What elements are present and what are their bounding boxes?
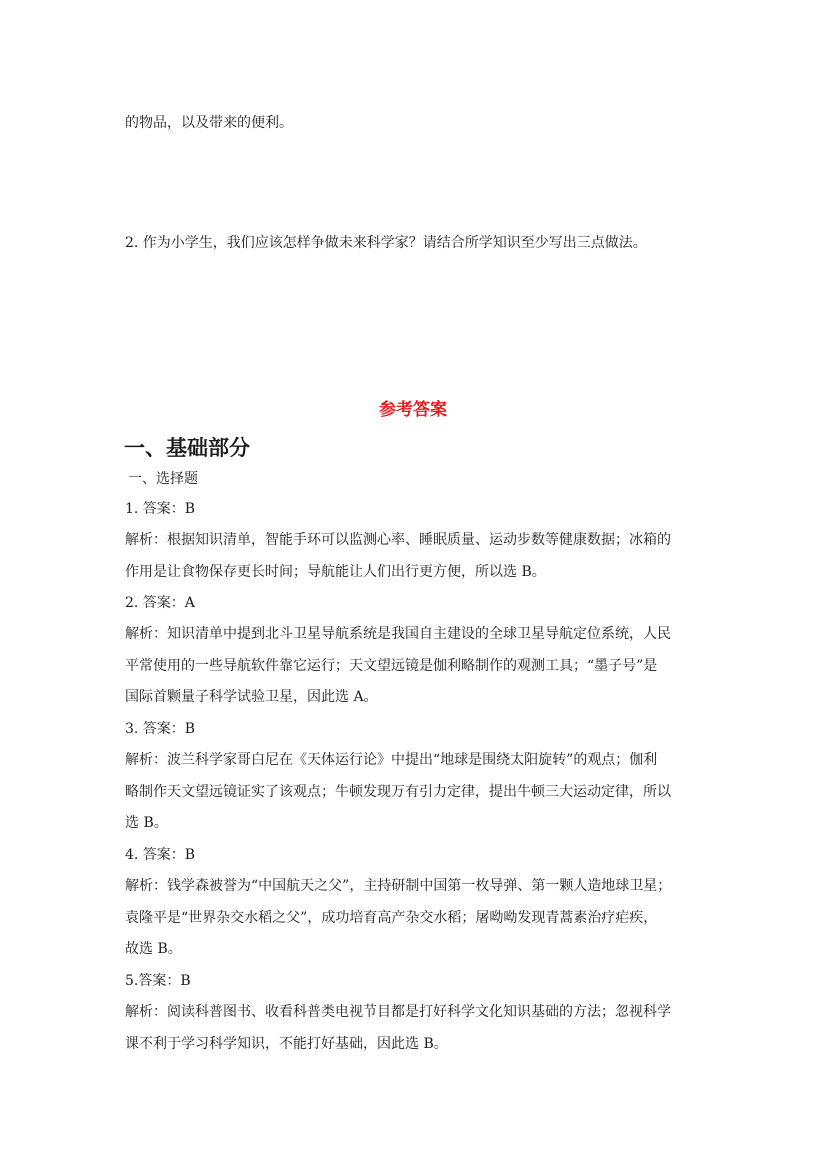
question-2-text: 2. 作为小学生，我们应该怎样争做未来科学家？请结合所学知识至少写出三点做法。 [125, 235, 647, 251]
answer-3-explanation-line: 解析：波兰科学家哥白尼在《天体运行论》中提出“地球是围绕太阳旋转”的观点；伽利 [125, 752, 658, 768]
answer-4-label: 4. 答案：B [125, 847, 196, 863]
previous-question-continuation: 的物品，以及带来的便利。 [125, 115, 293, 131]
answer-key-title: 参考答案 [379, 400, 447, 420]
answer-2-label: 2. 答案：A [125, 595, 195, 611]
answer-4-explanation-line: 解析：钱学森被誉为“中国航天之父”，主持研制中国第一枚导弹、第一颗人造地球卫星； [125, 878, 672, 894]
answer-3-explanation-line: 略制作天文望远镜证实了该观点；牛顿发现万有引力定律，提出牛顿三大运动定律，所以 [125, 784, 671, 800]
answer-4-explanation-line: 故选 B。 [125, 941, 182, 957]
answer-5-explanation-line: 解析：阅读科普图书、收看科普类电视节目都是打好科学文化知识基础的方法；忽视科学 [125, 1004, 671, 1020]
answer-2-explanation-line: 解析：知识清单中提到北斗卫星导航系统是我国自主建设的全球卫星导航定位系统，人民 [125, 626, 671, 642]
answer-4-explanation-line: 袁隆平是“世界杂交水稻之父”，成功培育高产杂交水稻；屠呦呦发现青蒿素治疗疟疾， [125, 910, 658, 926]
answer-3-explanation-line: 选 B。 [125, 815, 168, 831]
answer-3-label: 3. 答案：B [125, 721, 196, 737]
answer-2-explanation-line: 国际首颗量子科学试验卫星，因此选 A。 [125, 689, 378, 705]
subsection-heading: 一、选择题 [128, 471, 198, 487]
answer-1-explanation-line: 解析：根据知识清单，智能手环可以监测心率、睡眠质量、运动步数等健康数据；冰箱的 [125, 532, 671, 548]
answer-1-explanation-line: 作用是让食物保存更长时间；导航能让人们出行更方便，所以选 B。 [125, 564, 546, 580]
section-heading: 一、基础部分 [124, 436, 250, 460]
answer-5-explanation-line: 课不利于学习科学知识，不能打好基础，因此选 B。 [125, 1036, 448, 1052]
answer-1-label: 1. 答案：B [125, 501, 196, 517]
answer-5-label: 5.答案：B [125, 973, 191, 989]
answer-2-explanation-line: 平常使用的一些导航软件靠它运行；天文望远镜是伽利略制作的观测工具；“墨子号”是 [125, 658, 658, 674]
